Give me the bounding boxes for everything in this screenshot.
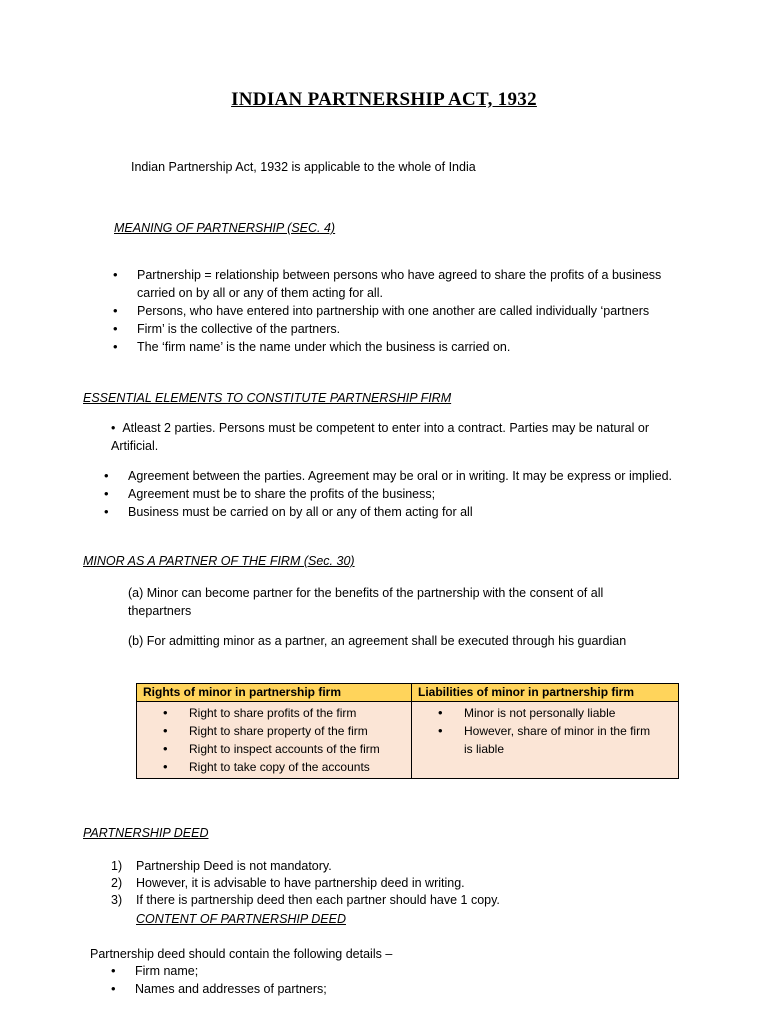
rights-cell (137, 702, 412, 779)
intro-text: Indian Partnership Act, 1932 is applicable to the whole of India (131, 160, 476, 174)
essential-list (128, 467, 728, 521)
list-item: • Minor is not personally liable (464, 704, 678, 722)
list-item: 2) However, it is advisable to have partnership deed in writing. (111, 876, 465, 890)
list-item: • Persons, who have entered into partnership with one another are called individually ‘partners (137, 302, 737, 320)
list-item: • Right to share profits of the firm (189, 704, 411, 722)
liabilities-header: Liabilities of minor in partnership firm (412, 684, 679, 702)
list-item: • Right to share property of the firm (189, 722, 411, 740)
list-item: • Right to take copy of the accounts (189, 758, 411, 776)
essential-heading: ESSENTIAL ELEMENTS TO CONSTITUTE PARTNERSHIP FIRM (83, 391, 452, 405)
list-item: • Firm’ is the collective of the partners. (137, 320, 737, 338)
deed-content-list (135, 962, 635, 998)
minor-rights-liabilities-table (136, 683, 679, 779)
deed-content-heading: CONTENT OF PARTNERSHIP DEED (136, 912, 346, 926)
deed-content-intro: Partnership deed should contain the following details – (90, 947, 393, 961)
list-item: 3) If there is partnership deed then each partner should have 1 copy. (111, 893, 500, 907)
list-item: • Firm name; (135, 962, 635, 980)
essential-first-item: • Atleast 2 parties. Persons must be competent to enter into a contract. Parties may be natural or Artificial. (111, 421, 649, 453)
bullet-icon: • (111, 421, 123, 435)
minor-para-b: (b) For admitting minor as a partner, an agreement shall be executed through his guardian (128, 634, 627, 648)
list-item: 1) Partnership Deed is not mandatory. (111, 859, 332, 873)
minor-heading: MINOR AS A PARTNER OF THE FIRM (Sec. 30) (83, 554, 355, 568)
list-item: • Agreement must be to share the profits of the business; (128, 485, 728, 503)
rights-header: Rights of minor in partnership firm (137, 684, 412, 702)
deed-list (111, 858, 736, 909)
list-item: • Partnership = relationship between persons who have agreed to share the profits of a business carried on by all or any of them acting for all. (137, 266, 737, 302)
list-item: • However, share of minor in the firm is liable (464, 722, 678, 758)
meaning-list (137, 266, 737, 356)
list-item: • Agreement between the parties. Agreement may be oral or in writing. It may be express or implied. (128, 467, 728, 485)
list-item: • Right to inspect accounts of the firm (189, 740, 411, 758)
liabilities-cell (412, 702, 679, 779)
minor-para-a: (a) Minor can become partner for the benefits of the partnership with the consent of all thepartners (128, 586, 604, 618)
list-item: • Business must be carried on by all or any of them acting for all (128, 503, 728, 521)
page-title: INDIAN PARTNERSHIP ACT, 1932 (231, 89, 537, 110)
list-item: • Names and addresses of partners; (135, 980, 635, 998)
deed-heading: PARTNERSHIP DEED (83, 826, 209, 840)
list-item: • The ‘firm name’ is the name under which the business is carried on. (137, 338, 737, 356)
meaning-heading: MEANING OF PARTNERSHIP (SEC. 4) (114, 221, 336, 235)
